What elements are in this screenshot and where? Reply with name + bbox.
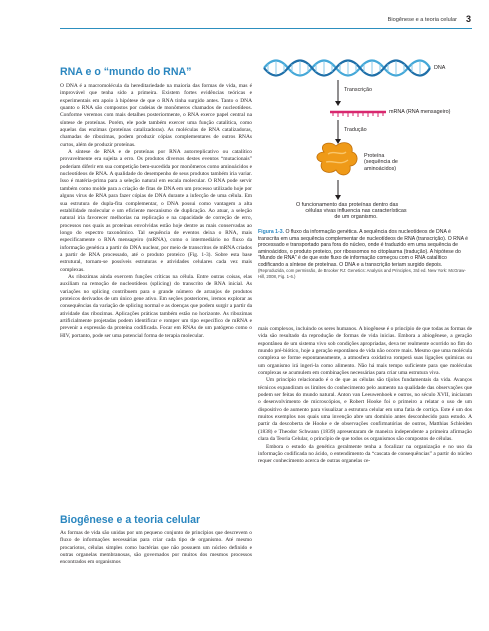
running-header: Biogênese e a teoria celular <box>387 17 457 23</box>
label-protein-line: Proteína <box>364 153 385 159</box>
mrna-strand-icon <box>330 112 386 117</box>
header-rule <box>60 28 472 29</box>
right-column-body <box>258 326 472 466</box>
figure-information-flow <box>258 56 472 216</box>
label-function-line: células vivas influencia nas características <box>305 208 407 214</box>
label-function-line: O funcionamento das proteínas dentro das <box>296 202 399 208</box>
section-heading-biogenese: Biogênese e a teoria celular <box>60 514 201 526</box>
translation-arrow-icon <box>335 120 341 144</box>
function-arrow-icon <box>335 180 341 200</box>
caption-credit: (Reproduzida, com permissão, de Brooker RJ: Genetics: Analysis and Principles, 3rd ed. New York: McGraw-Hill, 2008, Fig. 1-6.) <box>258 268 466 279</box>
transcription-arrow-icon <box>335 80 341 106</box>
caption-text: O fluxo da informação genética. A sequência dos nucleotídeos de DNA é transcrita em uma sequência complementar de nucleotídeos de RNA (transcrição). O RNA é processado e transportado para fora do núcleo, onde é traduzido em uma sequência de aminoácidos, o produto proteico, por ribossomos no citoplasma (tradução). A hipótese do “Mundo de RNA” é de que este fluxo de informação começou com o RNA catalítico codificando a síntese de proteínas. O DNA e a transcrição teriam surgido depois. <box>258 229 469 268</box>
paragraph: Embora o estudo da genética geralmente tenha a focalizar na organização e no uso da informação codificada no ácido, o entendimento da “cascata de consequências” a partir do núcleo requer conhecimento acerca de outras organelas ce- <box>258 443 472 465</box>
paragraph: Um princípio relacionado é o de que as células são tijolos fundamentais da vida. Avanços técnicos expandiram os limites do conhecimento pelo aumento na qualidade das observações que podem ser feitas do mundo natural. Anton van Leeuwenhoek e outros, no século XVII, iniciaram o desenvolvimento de microscópios, e Robert Hooke foi o primeiro a relatar o uso de um dispositivo de aumento para visualizar a estrutura celular em uma fatia de cortiça. Este é um dos muitos exemplos nos quais uma invenção abre um domínio antes desconhecido para estudo. A partir da descoberta de Hooke e de observações confirmatórias de outros, Matthias Schleiden (1838) e Theodor Schwann (1839) apresentaram de maneira independente a primeira afirmação clara da Teoria Celular, o princípio de que todos os organismos são compostos de células. <box>258 377 472 443</box>
label-dna: DNA <box>434 65 446 71</box>
dna-helix-icon <box>264 61 430 76</box>
label-function-line: de um organismo. <box>334 214 378 221</box>
label-protein <box>364 153 398 172</box>
figure-caption <box>258 229 471 279</box>
paragraph: A síntese de RNA e de proteínas por RNA autorreplicativo ou catalítico provavelmente era sujeita a erro. Os produtos diversos destes eventos “mutacionais” poderiam diferir em sua competição bem-sucedida por monômeros como aminoácidos e nucleotídeos de RNA. A qualidade do desempenho de seus produtos também iria variar. Isso é matéria-prima para a seleção natural em escala molecular. O RNA pode servir também como molde para a criação de fitas de DNA em um processo utilizado hoje por alguns vírus de RNA para fazer cópias de DNA durante a infecção de uma célula. Em sua estrutura de dupla-fita complementar, o DNA possui como vantagem a alta estabilidade molecular e um eficiente mecanismo de duplicação. Ao atuar, a seleção natural iria favorecer melhorias na replicação e na capacidade de correção de erro, processos nos quais as proteínas envolvidas estão hoje dentre as mais conservadas ao longo do espectro taxonômico. Tal sequência de eventos deixa o RNA, mais especificamente o RNA mensageiro (mRNA), como o intermediário no fluxo da informação genética a partir do DNA nuclear, por meio de transcritos de mRNA criados a partir de RNA processado, até o produto proteico (Fig. 1-3). Sobre esta base estrutural, tornam-se possíveis estruturas e atividades celulares cada vez mais complexas. <box>60 149 252 273</box>
page-number: 3 <box>466 14 472 24</box>
section-heading-rna: RNA e o “mundo do RNA” <box>60 66 192 78</box>
paragraph: As ribozimas ainda exercem funções críticas na célula. Entre outras coisas, elas auxiliam na remoção de nucleotídeos (splicing) do transcrito de RNA inicial. As variações no splicing contribuem para o grande número de arranjos de produtos proteicos derivados de um único gene ativo. Em seções posteriores, iremos explorar as consequências da variação de splicing normal e as doenças que podem surgir a partir da atividade das ribozimas. Aplicações práticas também estão no horizonte. As ribozimas artificialmente projetadas podem identificar e romper um tipo específico de mRNA e prevenir a expressão da proteína codificada. Focar em RNAs de um patógeno como o HIV, portanto, pode ser uma potencial forma de terapia molecular. <box>60 273 252 339</box>
caption-label: Figura 1-3. <box>258 229 284 235</box>
section-body-rna <box>60 83 252 340</box>
label-mrna: mRNA (RNA mensageiro) <box>389 109 451 115</box>
label-translation: Tradução <box>344 127 367 133</box>
figure-illustration <box>258 56 472 216</box>
label-transcription: Transcrição <box>344 87 372 93</box>
paragraph: mais complexos, incluindo os seres humanos. A biogênese é o princípio de que todas as formas de vida são resultado da reprodução de formas de vida inicias. Embora a abiogênese, a geração espontânea de um sistema vivo sob condições apropriadas, deva ter realmente ocorrido no fim do mundo pré-biótico, hoje a geração espontânea de vida não ocorre mais. Mesmo que uma molécula complexa se forme espontaneamente, a atmosfera oxidativa romperá suas ligações químicas ou um organismo irá ingeri-la como alimento. Não há mais tempo suficiente para que moléculas complexas se acumulem em combinações necessárias para criar uma estrutura viva. <box>258 326 472 377</box>
label-function-cont <box>296 208 416 221</box>
section-body-biogenese <box>60 530 252 567</box>
protein-icon <box>317 143 357 175</box>
paragraph: O DNA é a macromolécula da hereditariedade na maioria das formas de vida, mas é improvável que tenha sido a primeira. Existem fortes evidências teóricas e experimentais em apoio à hipótese de que o RNA tinha surgido antes. Tanto o DNA quanto o RNA são compostos por cadeias de monômeros chamados de nucleotídeos. Conforme veremos com mais detalhes posteriormente, o RNA exerce papel central na síntese de proteínas. Porém, ele pode também exercer uma função catalítica, como aquelas das enzimas (proteínas catalizadoras). As moléculas de RNA catalizadoras, chamadas de ribozimas, podem produzir cópias complementares de outros RNAs curtos, além de produzir proteínas. <box>60 83 252 148</box>
label-protein-line: (sequência de <box>364 159 398 166</box>
paragraph: As formas de vida são unidas por um pequeno conjunto de princípios que descrevem o fluxo de informações necessárias para criar cada tipo de organismo. Até mesmo procariotos, células simples como bactérias que não possuem um núcleo definido e outras organelas membranosas, são governados por muitos dos mesmos processos encontrados em organismos <box>60 530 252 566</box>
label-protein-line: aminoácidos) <box>364 165 397 172</box>
